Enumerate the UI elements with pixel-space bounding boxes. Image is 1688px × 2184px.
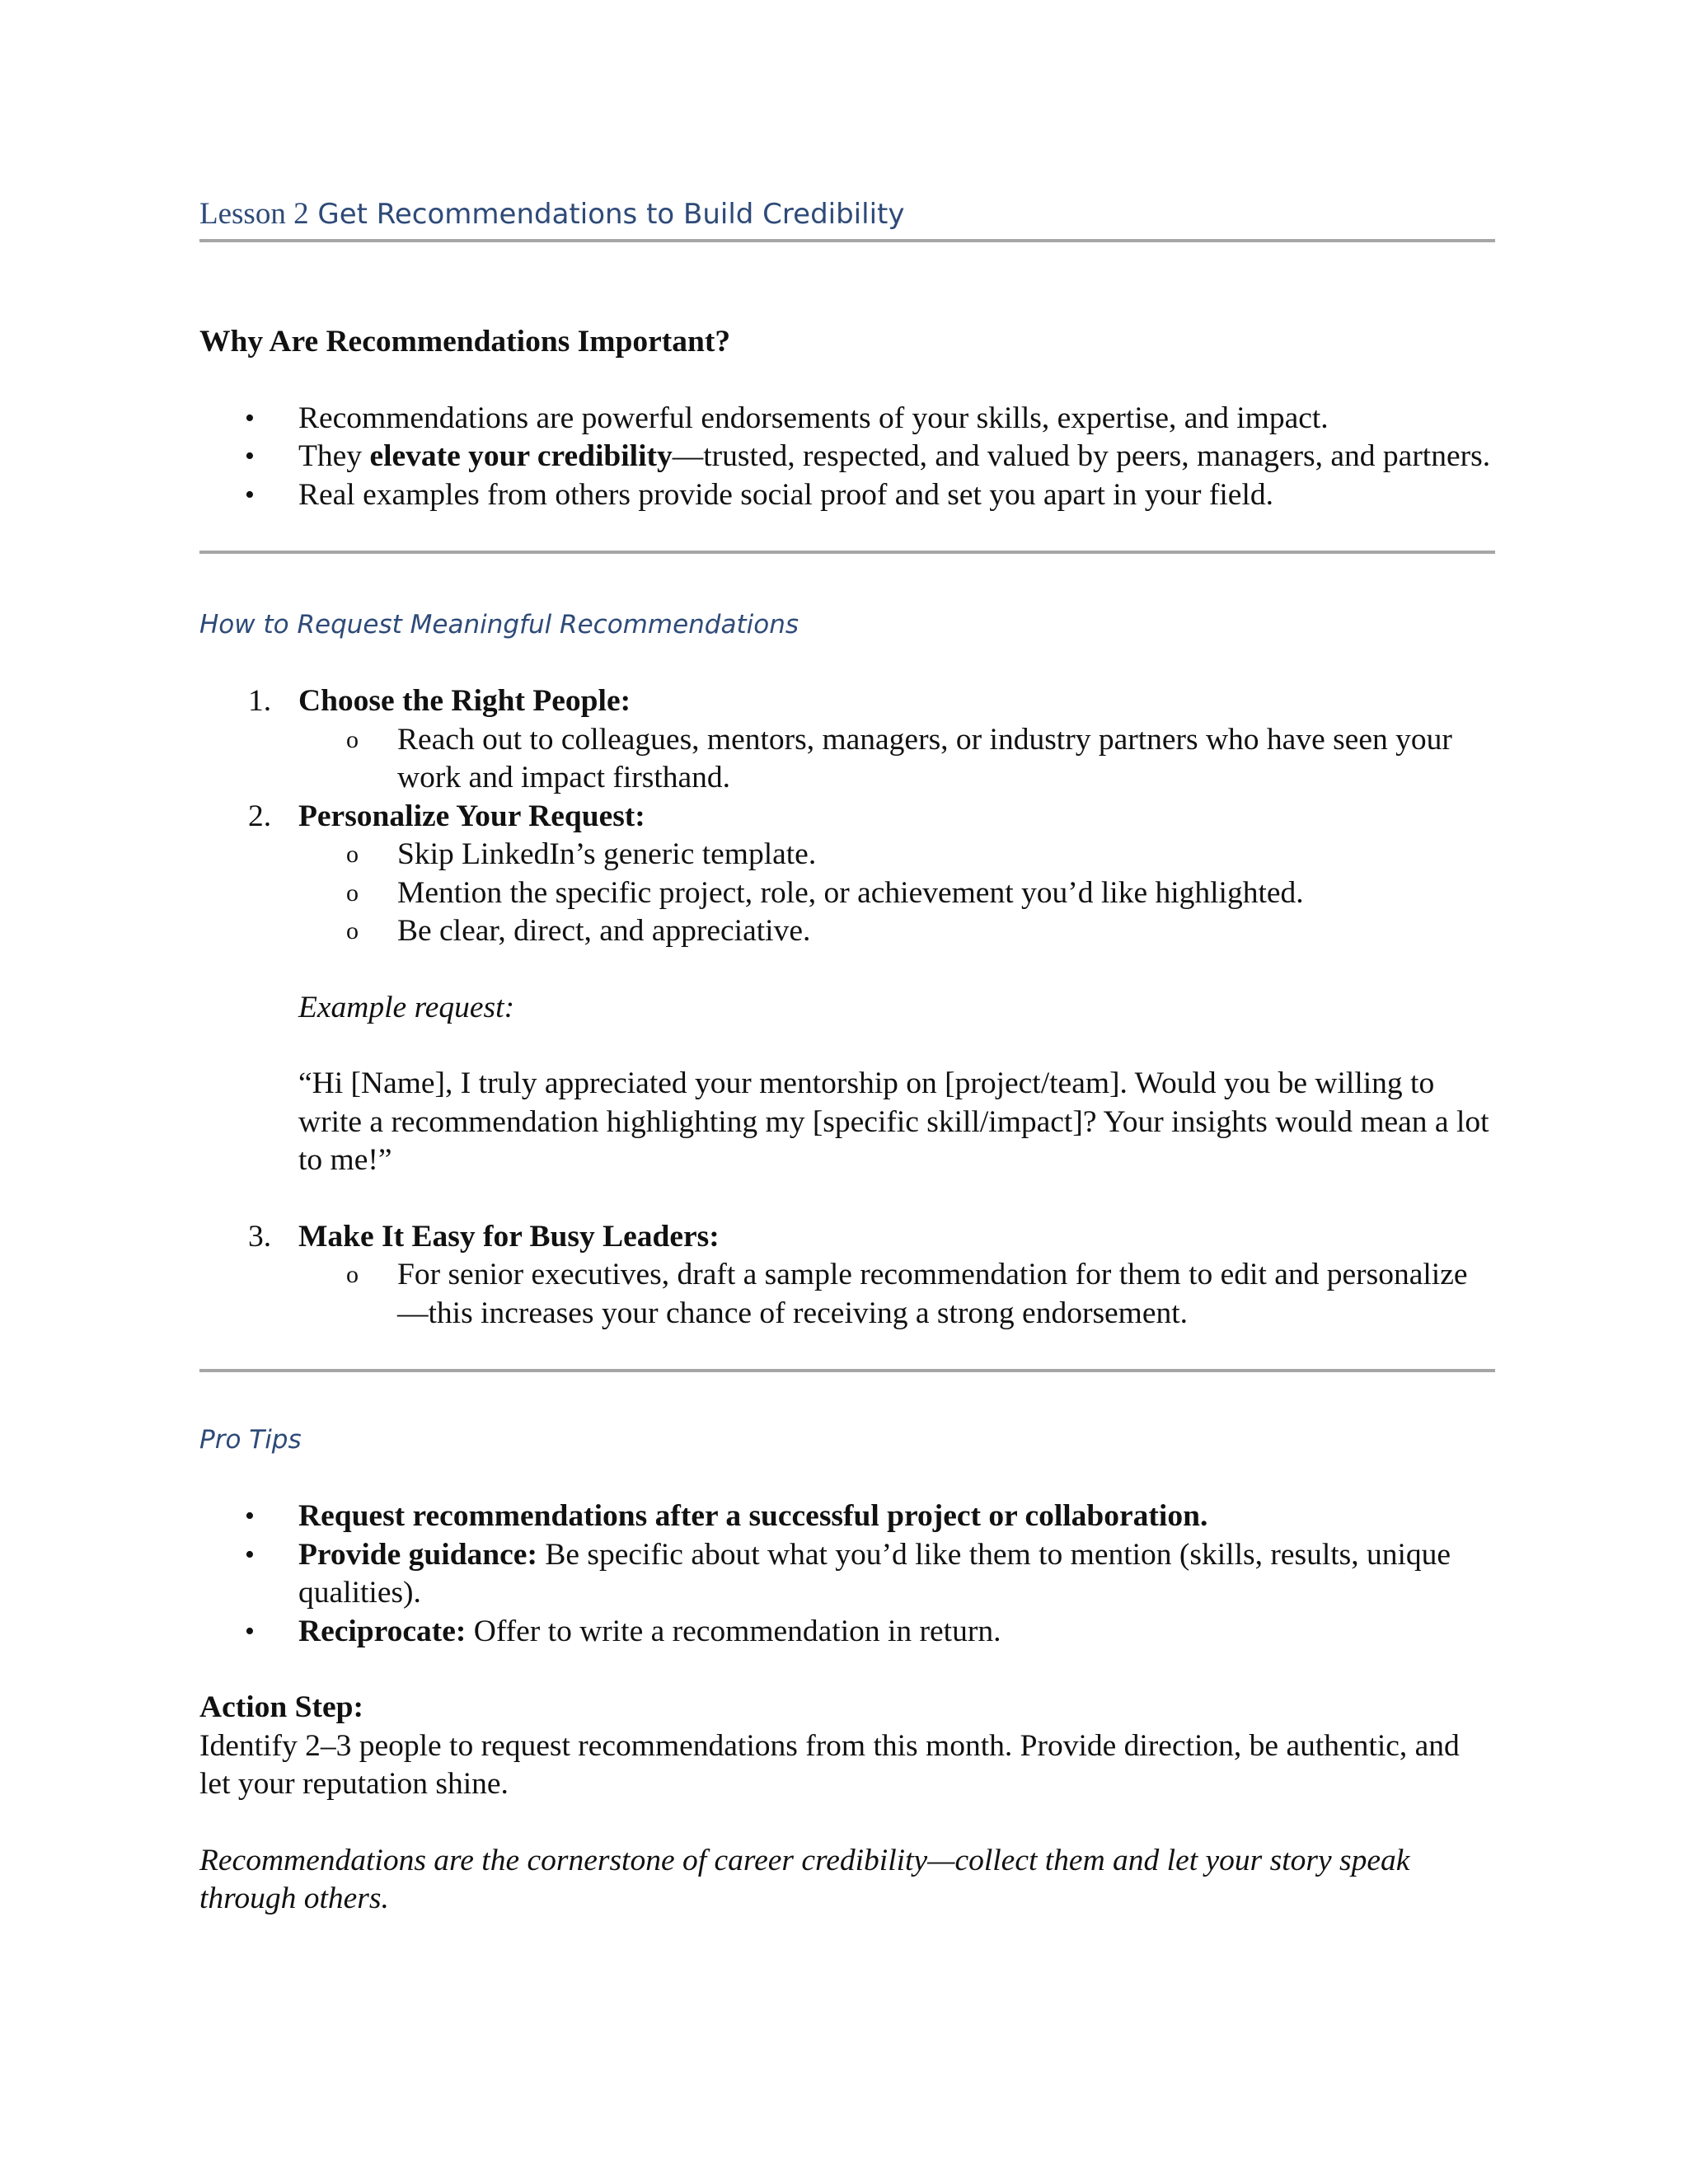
sub-item: [298, 1256, 1495, 1333]
sub-item-text: Mention the specific project, role, or achievement you’d like highlighted.: [397, 875, 1304, 910]
bullet-icon: •: [245, 441, 255, 471]
circle-bullet-icon: o: [346, 841, 359, 868]
bullet-text: Recommendations are powerful endorsements of your skills, expertise, and impact.: [298, 401, 1329, 435]
bullet-text: They: [298, 439, 370, 473]
action-step-text: Identify 2–3 people to request recommendations from this month. Provide direction, be authentic, and let your reputation shine.: [199, 1728, 1460, 1801]
step-sub-list: [298, 1256, 1495, 1333]
circle-bullet-icon: o: [346, 1261, 359, 1288]
tip-bold-text: Reciprocate:: [298, 1614, 467, 1648]
sub-item: [298, 912, 1495, 951]
lesson-title: [199, 198, 1495, 242]
sub-item-text: For senior executives, draft a sample recommendation for them to edit and personalize—this increases your chance of receiving a strong endorsement.: [397, 1258, 1468, 1330]
how-steps-list-continued: [199, 1218, 1495, 1333]
circle-bullet-icon: o: [346, 725, 359, 753]
step-number: 3.: [248, 1219, 272, 1254]
why-heading: Why Are Recommendations Important?: [199, 325, 731, 359]
action-step-heading: Action Step:: [199, 1690, 363, 1724]
sub-item-text: Reach out to colleagues, mentors, managers, or industry partners who have seen your work and impact firsthand.: [397, 722, 1452, 794]
bullet-icon: •: [245, 479, 255, 510]
list-item: [199, 1613, 1495, 1652]
how-steps-list: [199, 682, 1495, 951]
pro-tips-list: [199, 1497, 1495, 1651]
step-sub-list: [298, 836, 1495, 951]
bullet-icon: •: [245, 1615, 255, 1647]
step-number: 2.: [248, 799, 272, 833]
list-item: [199, 1536, 1495, 1613]
lesson-title-text: Get Recommendations to Build Credibility: [317, 198, 905, 231]
list-item: [199, 438, 1495, 476]
tip-text: Be specific about what you’d like them to mention (skills, results, unique qualities).: [298, 1537, 1451, 1610]
list-item: [199, 476, 1495, 515]
sub-item: [298, 874, 1495, 913]
list-item: [199, 400, 1495, 438]
tip-text: Offer to write a recommendation in return.: [466, 1614, 1001, 1648]
bullet-text: —trusted, respected, and valued by peers, managers, and partners.: [672, 439, 1491, 473]
bullet-text: Real examples from others provide social proof and set you apart in your field.: [298, 477, 1273, 512]
list-item: [199, 1497, 1495, 1536]
sub-item-text: Skip LinkedIn’s generic template.: [397, 837, 817, 871]
step-item: [199, 1218, 1495, 1333]
circle-bullet-icon: o: [346, 917, 359, 944]
sub-item-text: Be clear, direct, and appreciative.: [397, 914, 811, 948]
bullet-icon: •: [245, 1539, 255, 1570]
step-label: Make It Easy for Busy Leaders:: [298, 1219, 720, 1254]
step-number: 1.: [248, 684, 272, 718]
step-label: Personalize Your Request:: [298, 799, 645, 833]
circle-bullet-icon: o: [346, 879, 359, 907]
bullet-bold-text: elevate your credibility: [369, 439, 673, 473]
step-sub-list: [298, 721, 1495, 798]
document-page: [199, 190, 1495, 1919]
how-heading: How to Request Meaningful Recommendations: [199, 610, 799, 640]
bullet-icon: •: [245, 1501, 255, 1531]
example-request-text: “Hi [Name], I truly appreciated your mentorship on [project/team]. Would you be willing to write a recommendation highlighting my [specific skill/impact]? Your insights would mean a lot to me!”: [298, 1066, 1489, 1177]
why-bullet-list: [199, 400, 1495, 515]
lesson-number: Lesson 2: [199, 197, 309, 231]
sub-item: [298, 721, 1495, 798]
tip-bold-text: Request recommendations after a successful project or collaboration.: [298, 1499, 1208, 1533]
bullet-icon: •: [245, 402, 255, 434]
closing-statement: Recommendations are the cornerstone of career credibility—collect them and let your story speak through others.: [199, 1843, 1410, 1915]
step-label: Choose the Right People:: [298, 684, 631, 718]
pro-tips-heading: Pro Tips: [199, 1425, 302, 1455]
step-item: [199, 798, 1495, 951]
sub-item: [298, 836, 1495, 874]
example-label: Example request:: [298, 990, 515, 1024]
step-item: [199, 682, 1495, 798]
tip-bold-text: Provide guidance:: [298, 1537, 537, 1572]
